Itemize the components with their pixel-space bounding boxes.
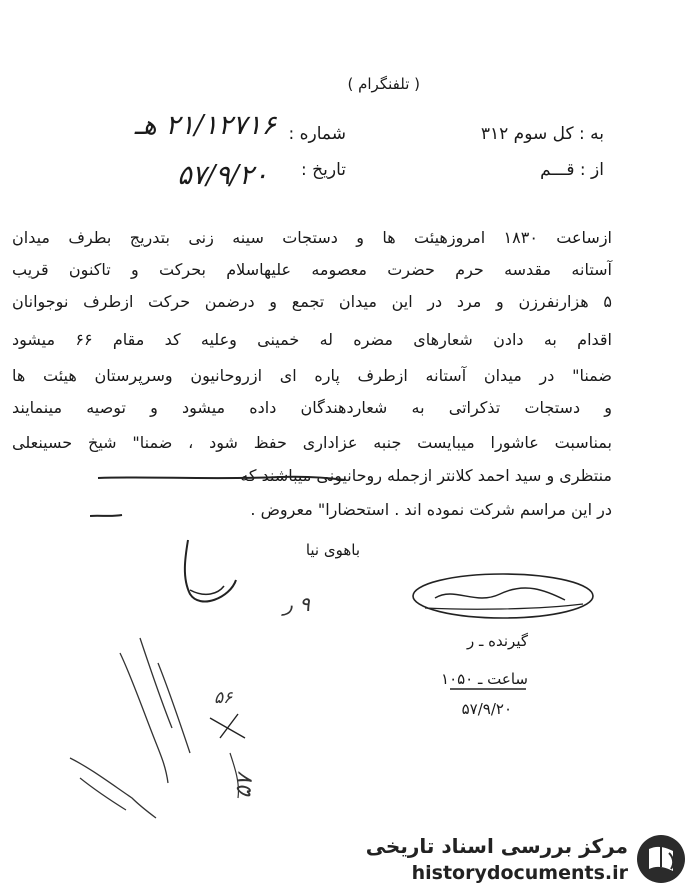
body-line: ضمنا" در میدان آستانه ازطرف پاره ای ازروحانیون وسرپرستان هیئت ها	[12, 366, 612, 385]
signature-stamp	[405, 566, 600, 626]
underline-mark	[448, 686, 528, 692]
date-label: تاریخ :	[301, 160, 346, 180]
historydocuments-logo-icon	[635, 833, 687, 885]
body-line: ۵ هزارنفرزن و مرد در این میدان تجمع و درضمن حرکت ازطرف نوجوانان	[12, 292, 612, 311]
margin-note: ۵۷	[231, 773, 259, 800]
footer-url[interactable]: historydocuments.ir	[411, 862, 628, 884]
number-label: شماره :	[288, 124, 346, 144]
body-line: در این مراسم شرکت نموده اند . استحضارا" معروض .	[250, 500, 612, 519]
sender-name: باهوی نیا	[305, 541, 360, 559]
receive-time-field: ساعت ـ ۱۰۵۰	[441, 670, 528, 688]
strikethrough-marks	[90, 468, 350, 530]
date-value: ۵۷/۹/۲۰	[177, 160, 268, 191]
body-line: و دستجات تذکراتی به شعاردهندگان داده میشود و توصیه مینمایند	[12, 398, 612, 417]
receiver-field: گیرنده ـ ر	[466, 632, 528, 650]
body-line: ازساعت ۱۸۳۰ امروزهیئت ها و دستجات سینه زنی بتدریج بطرف میدان	[12, 228, 612, 247]
body-line: اقدام به دادن شعارهای مضره له خمینی وعلیه کد مقام ۶۶ میشود	[12, 330, 612, 349]
footer-title: مرکز بررسی اسناد تاریخی	[365, 834, 628, 858]
body-line: منتظری و سید احمد کلانتر ازجمله روحانیونی میباشند که	[240, 466, 612, 485]
body-line: بمناسبت عاشورا میبایست جنبه عزاداری حفظ شود ، ضمنا" شیخ حسینعلی	[12, 433, 612, 452]
margin-note: ۹ ر	[283, 592, 310, 616]
to-field: به : کل سوم ۳۱۲	[480, 124, 604, 144]
margin-note: ۵۶	[214, 688, 233, 708]
body-line: آستانه مقدسه حرم حضرت معصومه علیهاسلام بحرکت و تاکنون قریب	[12, 260, 612, 279]
from-field: از : قـــم	[540, 160, 604, 180]
receive-date-field: ۵۷/۹/۲۰	[461, 700, 512, 718]
number-value: ۲۱/۱۲۷۱۶ هـ	[134, 110, 276, 141]
document-type-title: ( تلفنگرام )	[347, 75, 420, 93]
